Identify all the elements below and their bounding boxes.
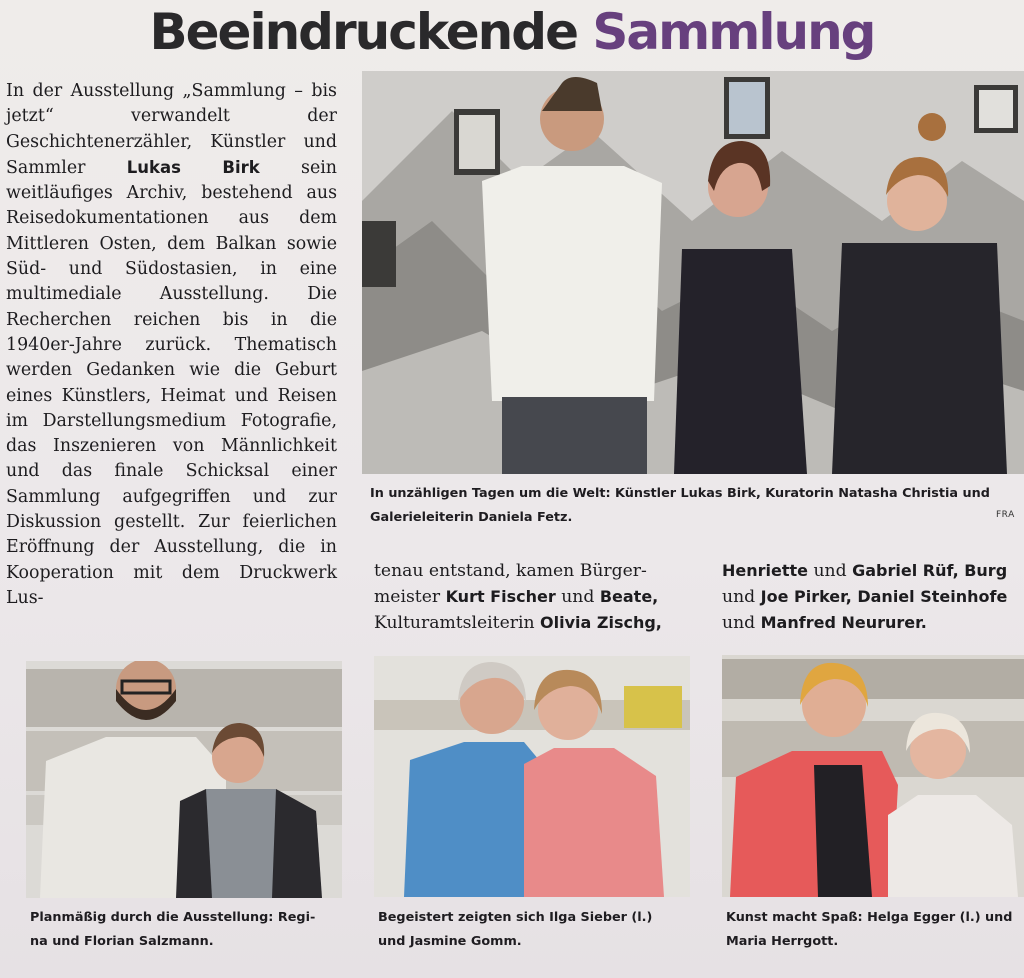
name-joe-pirker: Joe Pirker, Daniel Steinhofe bbox=[760, 587, 1008, 606]
name-olivia-zischg: Olivia Zischg, bbox=[540, 613, 662, 632]
column-line bbox=[374, 610, 712, 636]
photo-salzmann bbox=[26, 661, 342, 898]
name-beate: Beate, bbox=[599, 587, 659, 606]
main-photo bbox=[362, 71, 1024, 474]
caption-line: Kunst macht Spaß: Helga Egger (l.) und bbox=[726, 910, 1013, 925]
photo-sieber-gomm bbox=[374, 656, 690, 897]
column-text: und bbox=[722, 587, 756, 607]
headline-part1: Beeindruckende bbox=[149, 3, 577, 61]
caption-line: Planmäßig durch die Ausstellung: Regi- bbox=[30, 910, 316, 925]
column-line bbox=[722, 584, 1024, 610]
column-line: tenau entstand, kamen Bürger- bbox=[374, 561, 647, 581]
photo-salzmann-caption bbox=[30, 906, 350, 954]
caption-line: na und Florian Salzmann. bbox=[30, 934, 214, 949]
name-henriette: Henriette bbox=[722, 561, 809, 580]
caption-line: Begeistert zeigten sich Ilga Sieber (l.) bbox=[378, 910, 653, 925]
body-text-2: sein weitläufiges Archiv, bestehend aus Reisedokumentationen aus dem Mittleren Osten, dem Balkan sowie Süd- und Südostasien, in eine multimediale Ausstellung. Die Recherchen reichen bis in die 1940er-Jahre zurück. Thematisch werden Gedanken wie die Geburt eines Künstlers, Heimat und Reisen im Darstellungsmedium Fotografie, das Inszenieren von Männlichkeit und das finale Schicksal einer Sammlung aufgegriffen und zur Diskussion gestellt. Zur feierlichen Eröffnung der Ausstellung, die in Kooperation mit dem Druckwerk Lus- bbox=[6, 157, 338, 608]
photo-egger-herrgott-caption bbox=[726, 906, 1024, 954]
name-manfred-neururer: Manfred Neururer. bbox=[760, 613, 927, 632]
article-body bbox=[6, 79, 337, 611]
photo-egger-herrgott bbox=[722, 655, 1024, 897]
body-text-1: In der Ausstellung „Sammlung – bis jetzt“ verwandelt der Geschichtenerzähler, Künstler und Sammler bbox=[6, 81, 337, 178]
photo-sieber-gomm-caption bbox=[378, 906, 698, 954]
column-text: und bbox=[722, 613, 756, 633]
article-paragraph bbox=[6, 79, 337, 611]
caption-line: Galerieleiterin Daniela Fetz. bbox=[370, 510, 573, 525]
caption-line: In unzähligen Tagen um die Welt: Künstler Lukas Birk, Kuratorin Natasha Christia und bbox=[370, 486, 990, 501]
photo-credit: FRA bbox=[996, 510, 1015, 520]
column-line bbox=[722, 610, 1024, 636]
column-line bbox=[374, 584, 712, 610]
column-text: und bbox=[813, 561, 847, 581]
column-text: und bbox=[561, 587, 595, 607]
caption-line: und Jasmine Gomm. bbox=[378, 934, 522, 949]
column-text: meister bbox=[374, 587, 441, 607]
column-text: Kulturamtsleiterin bbox=[374, 613, 535, 633]
caption-line: Maria Herrgott. bbox=[726, 934, 839, 949]
article-column-2 bbox=[374, 558, 712, 636]
headline bbox=[0, 0, 1024, 64]
body-name-lukas-birk: Lukas Birk bbox=[126, 157, 260, 177]
name-gabriel-ruef: Gabriel Rüf, Burg bbox=[852, 561, 1008, 580]
main-photo-caption bbox=[370, 482, 1024, 530]
headline-accent: Sammlung bbox=[592, 3, 875, 61]
column-line bbox=[722, 558, 1024, 584]
article-column-3 bbox=[722, 558, 1024, 636]
name-kurt-fischer: Kurt Fischer bbox=[445, 587, 556, 606]
